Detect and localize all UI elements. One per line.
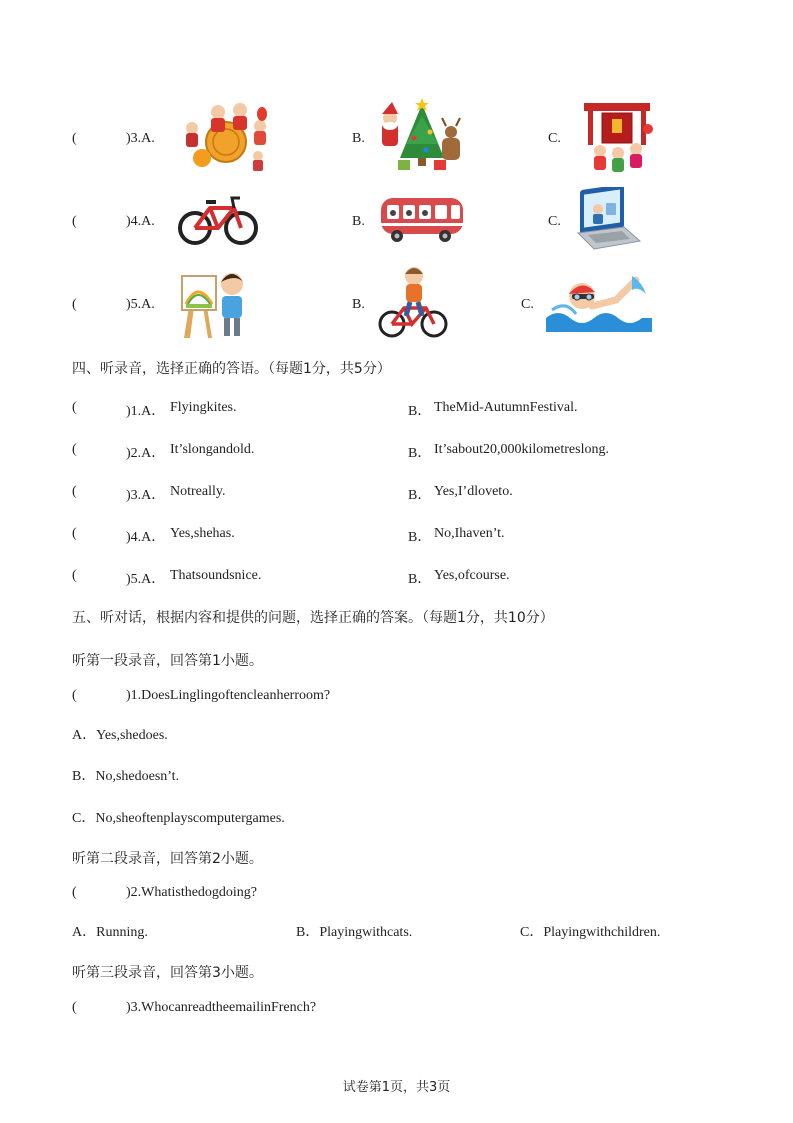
question-text: )2.Whatisthedogdoing? <box>126 885 258 900</box>
boy-cycling-icon <box>378 264 450 342</box>
option-a-text: Yes,shehas. <box>170 526 235 541</box>
answer-paren: ( <box>72 442 77 457</box>
option-b-label: B． <box>408 404 432 419</box>
option-b-label: B. <box>352 214 365 229</box>
answer-paren: ( <box>72 297 77 312</box>
page-footer: 试卷第1页，共3页 <box>342 1080 451 1095</box>
option-b-label: B． <box>408 446 432 461</box>
bus-icon <box>379 196 465 244</box>
question-number: )2.A． <box>126 446 166 461</box>
swimmer-icon <box>546 270 652 332</box>
answer-paren: ( <box>72 214 77 229</box>
question-label: )5.A. <box>126 297 155 312</box>
question-number: )1.A． <box>126 404 166 419</box>
option-a: A．Running. <box>72 925 148 940</box>
question-number: )4.A． <box>126 530 166 545</box>
part-heading: 听第一段录音，回答第1小题。 <box>72 653 263 669</box>
list-item <box>0 568 793 588</box>
list-item <box>0 442 793 462</box>
answer-paren: ( <box>72 688 77 703</box>
option-b-label: B. <box>352 297 365 312</box>
option-b-text: No,Ihaven’t. <box>434 526 505 541</box>
question-number: )5.A． <box>126 572 166 587</box>
section-title: 五、听对话，根据内容和提供的问题，选择正确的答案。（每题1分，共10分） <box>72 610 554 626</box>
option-b-text: Yes,ofcourse. <box>434 568 510 583</box>
option-b-text: It’sabout20,000kilometreslong. <box>434 442 609 457</box>
option-c-label: C. <box>521 297 534 312</box>
laptop-video-icon <box>574 187 642 253</box>
question-text: )3.WhocanreadtheemailinFrench? <box>126 1000 317 1015</box>
part-heading: 听第二段录音，回答第2小题。 <box>72 851 263 867</box>
answer-paren: ( <box>72 526 77 541</box>
question-label: )3.A. <box>126 131 155 146</box>
question-label: )4.A. <box>126 214 155 229</box>
option-b-label: B． <box>408 530 432 545</box>
question-text: )1.DoesLinglingoftencleanherroom? <box>126 688 331 703</box>
answer-paren: ( <box>72 568 77 583</box>
option-b-text: Yes,I’dloveto. <box>434 484 513 499</box>
option-b: B．No,shedoesn’t. <box>72 769 180 784</box>
option-a: A．Yes,shedoes. <box>72 728 168 743</box>
option-b-label: B. <box>352 131 365 146</box>
section-title: 四、听录音，选择正确的答语。（每题1分，共5分） <box>72 361 391 377</box>
option-b: B．Playingwithcats. <box>296 925 413 940</box>
christmas-tree-icon <box>378 98 464 174</box>
list-item <box>0 400 793 420</box>
option-c: C．Playingwithchildren. <box>520 925 661 940</box>
option-c-label: C. <box>548 214 561 229</box>
option-b-label: B． <box>408 488 432 503</box>
question-number: )3.A． <box>126 488 166 503</box>
answer-paren: ( <box>72 885 77 900</box>
option-a-text: Thatsoundsnice. <box>170 568 262 583</box>
answer-paren: ( <box>72 131 77 146</box>
spring-festival-icon <box>578 99 656 175</box>
answer-paren: ( <box>72 484 77 499</box>
list-item <box>0 526 793 546</box>
boy-painting-icon <box>178 266 252 340</box>
option-a-text: Flyingkites. <box>170 400 237 415</box>
list-item <box>0 484 793 504</box>
option-b-text: TheMid-AutumnFestival. <box>434 400 578 415</box>
part-heading: 听第三段录音，回答第3小题。 <box>72 965 263 981</box>
option-c-label: C. <box>548 131 561 146</box>
option-a-text: It’slongandold. <box>170 442 255 457</box>
option-a-text: Notreally. <box>170 484 226 499</box>
answer-paren: ( <box>72 400 77 415</box>
option-b-label: B． <box>408 572 432 587</box>
mid-autumn-family-icon <box>178 98 274 176</box>
option-c: C．No,sheoftenplayscomputergames. <box>72 811 285 826</box>
answer-paren: ( <box>72 1000 77 1015</box>
bicycle-icon <box>178 194 258 246</box>
